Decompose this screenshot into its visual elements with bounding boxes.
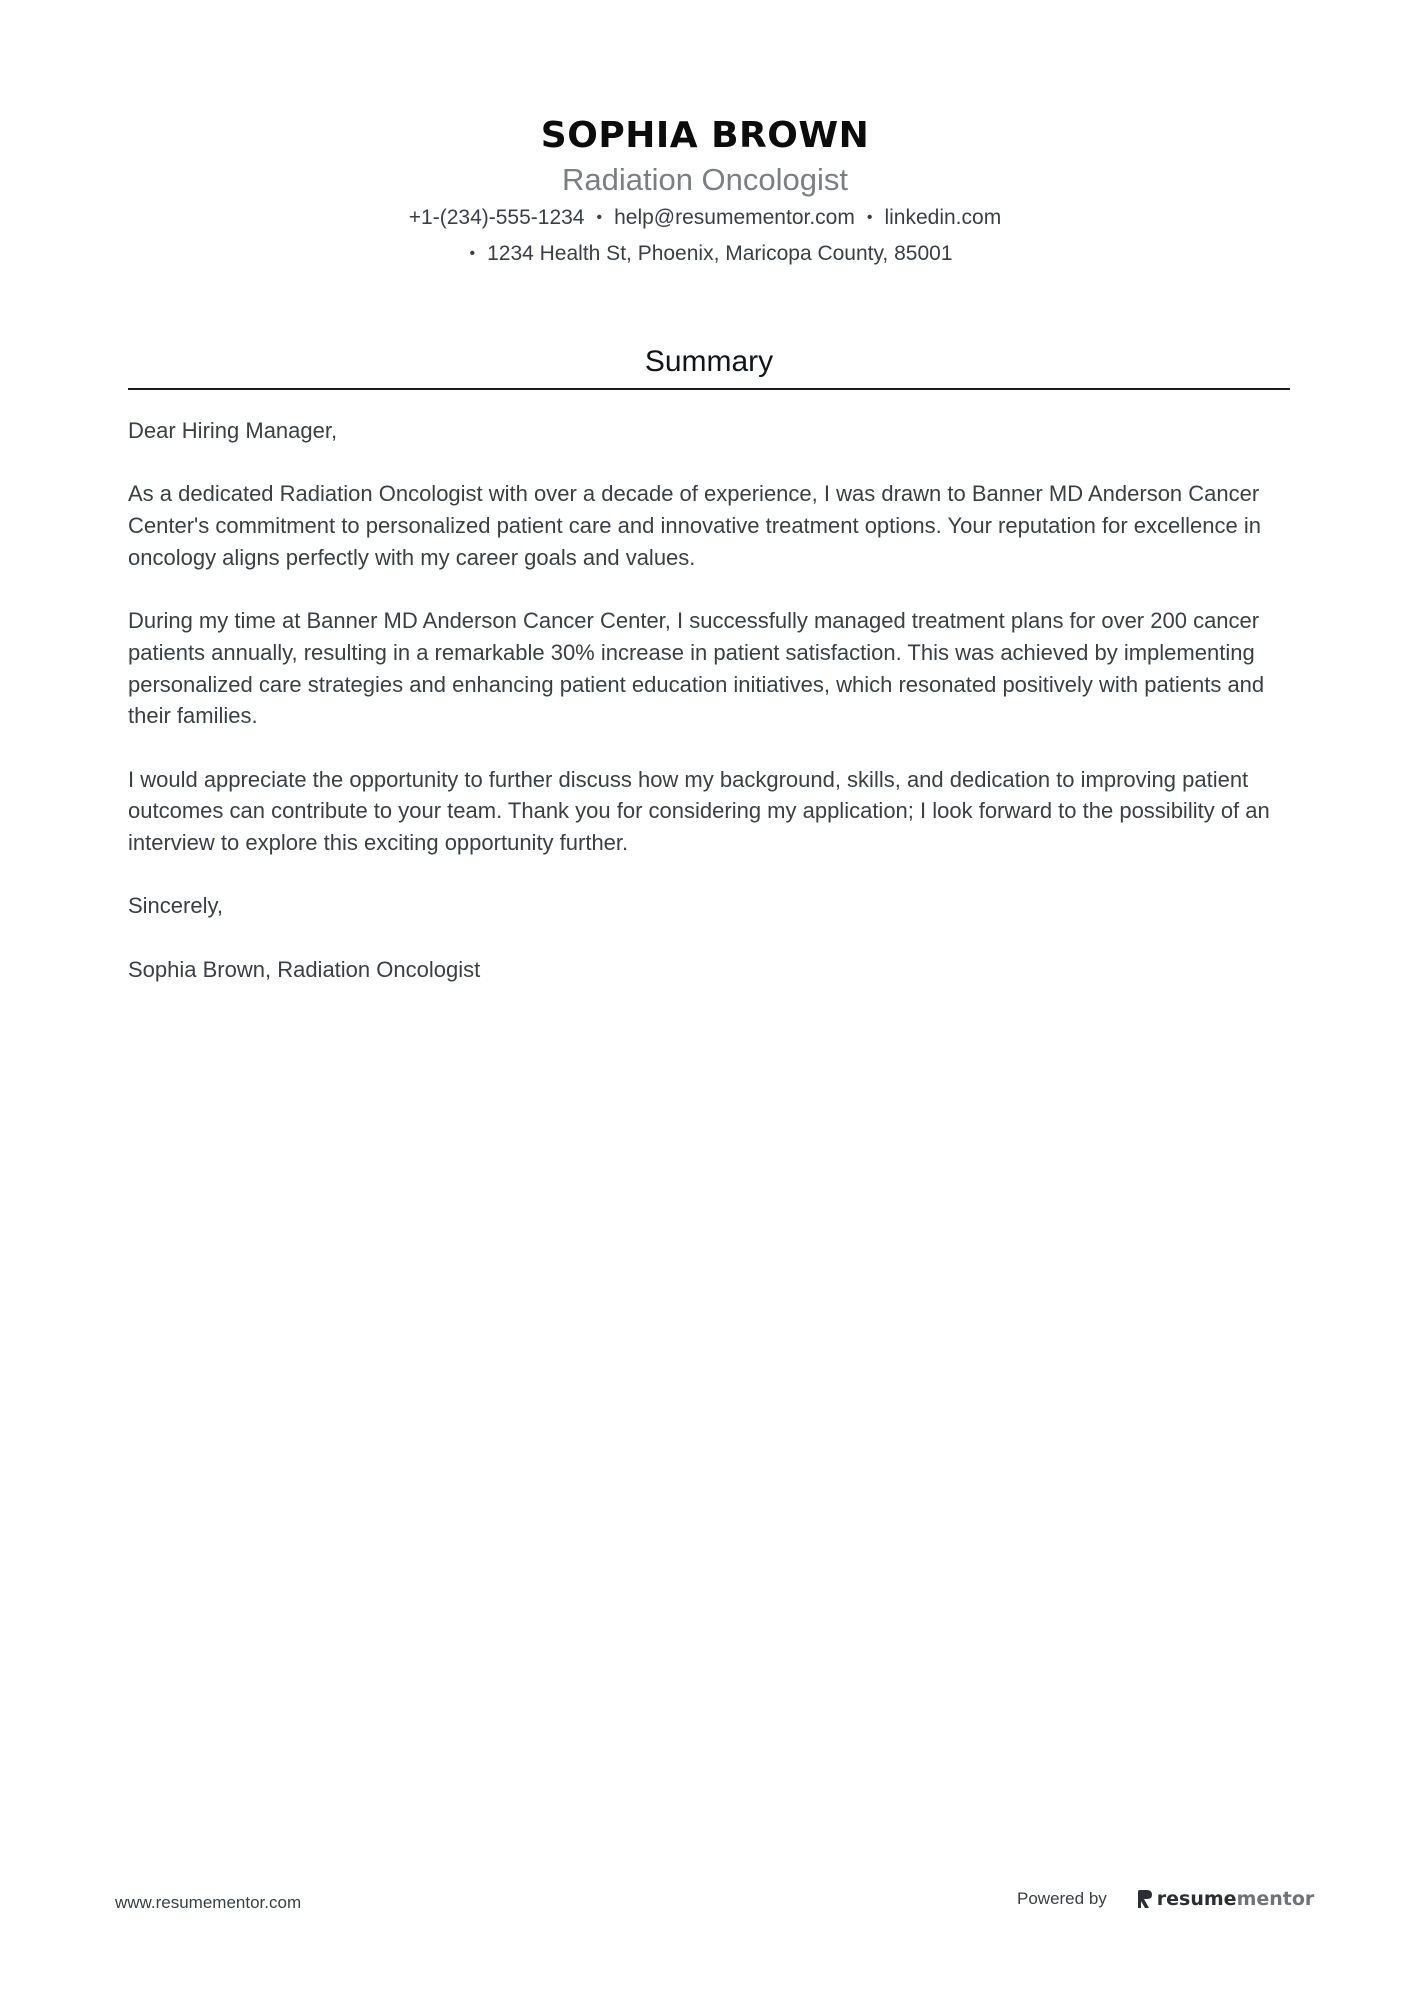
section-title: Summary: [644, 345, 774, 378]
footer-website[interactable]: www.resumementor.com: [115, 1893, 302, 1912]
contact-phone: +1-(234)-555-1234: [408, 206, 585, 229]
letter-paragraph: I would appreciate the opportunity to further discuss how my background, skills, and dedication to improving patient outcomes can contribute to your team. Thank you for considering my application; I look forward to the possibility of an interview to explore this exciting opportunity further.: [128, 766, 1270, 856]
candidate-role: Radiation Oncologist: [561, 162, 849, 197]
address-line: [0, 236, 1410, 272]
powered-by-label: Powered by: [1017, 1889, 1107, 1908]
logo-text-resume: resume: [1156, 1888, 1237, 1910]
contact-linkedin: linkedin.com: [884, 206, 1002, 229]
separator-dot: •: [596, 209, 603, 226]
resumementor-logo[interactable]: [1137, 1888, 1315, 1910]
contact-line: [0, 200, 1410, 236]
letter-paragraph: During my time at Banner MD Anderson Cancer Center, I successfully managed treatment plans for over 200 cancer patients annually, resulting in a remarkable 30% increase in patient satisfaction. This was achieved by implementing personalized care strategies and enhancing patient education initiatives, which resonated positively with patients and their families.: [128, 608, 1265, 729]
footer-branding: [1017, 1888, 1314, 1910]
letter-paragraph: As a dedicated Radiation Oncologist with over a decade of experience, I was drawn to Banner MD Anderson Cancer Center's commitment to personalized patient care and innovative treatment options. Your reputation for excellence in oncology aligns perfectly with my career goals and values.: [128, 481, 1261, 570]
letter-greeting: Dear Hiring Manager,: [128, 418, 338, 443]
resumementor-logo-icon: [1137, 1889, 1153, 1909]
contact-email: help@resumementor.com: [614, 206, 855, 229]
candidate-name: SOPHIA BROWN: [540, 115, 870, 156]
logo-text-mentor: mentor: [1236, 1888, 1315, 1910]
letter-closing: Sincerely,: [128, 893, 223, 919]
letter-body: [128, 415, 1290, 1017]
separator-dot: •: [469, 245, 476, 262]
letter-signature: Sophia Brown, Radiation Oncologist: [128, 956, 481, 982]
section-divider: [128, 388, 1290, 390]
header: [0, 112, 1410, 272]
separator-dot: •: [866, 209, 873, 226]
contact-address: 1234 Health St, Phoenix, Maricopa County, 85001: [487, 242, 953, 265]
